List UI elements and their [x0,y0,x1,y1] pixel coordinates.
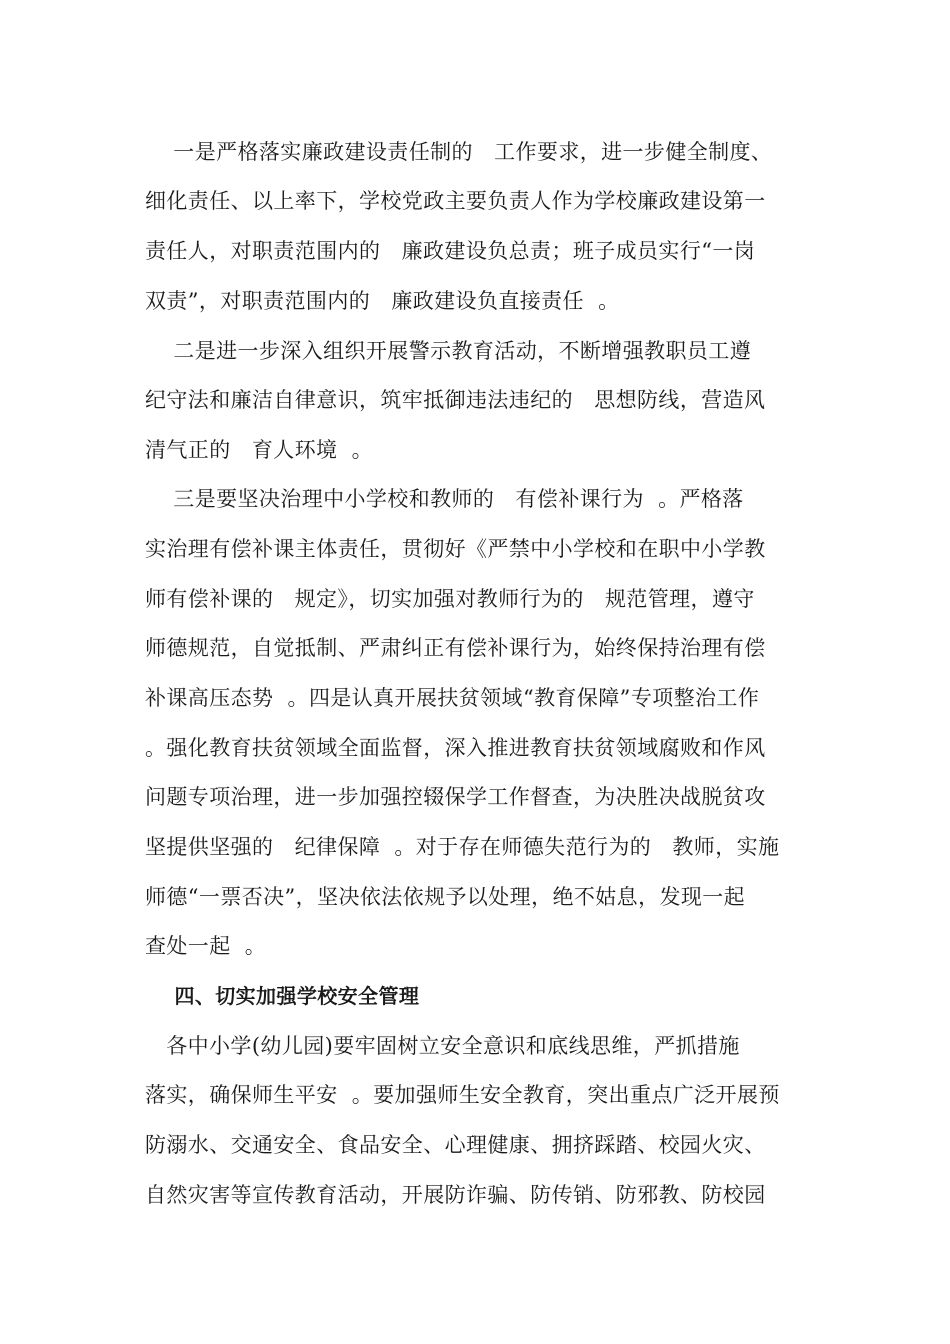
text-line: 二是进一步深入组织开展警示教育活动，不断增强教职员工遵 [145,339,752,363]
text-line: 师有偿补课的 规定》，切实加强对教师行为的 规范管理，遵守 [145,587,755,611]
text-line: 双责”，对职责范围内的 廉政建设负直接责任 。 [145,289,620,313]
text-line: 查处一起 。 [145,934,267,958]
text-line: 补课高压态势 。四是认真开展扶贫领域“教育保障”专项整治工作 [145,686,760,710]
text-line: 问题专项治理，进一步加强控辍保学工作督查，为决胜决战脱贫攻 [145,785,766,809]
text-line: 细化责任、以上率下，学校党政主要负责人作为学校廉政建设第一 [145,189,766,213]
text-line: 落实，确保师生平安 。要加强师生安全教育，突出重点广泛开展预 [145,1083,780,1107]
text-line: 实治理有偿补课主体责任，贯彻好《严禁中小学校和在职中小学教 [145,537,766,561]
text-line: 清气正的 育人环境 。 [145,438,373,462]
text-line: 纪守法和廉洁自律意识，筑牢抵御违法违纪的 思想防线，营造风 [145,388,766,412]
text-line: 。强化教育扶贫领域全面监督，深入推进教育扶贫领域腐败和作风 [145,736,766,760]
text-line: 师德规范，自觉抵制、严肃纠正有偿补课行为，始终保持治理有偿 [145,636,766,660]
text-line: 一是严格落实廉政建设责任制的 工作要求，进一步健全制度、 [145,140,773,164]
text-line: 自然灾害等宣传教育活动，开展防诈骗、防传销、防邪教、防校园 [145,1183,766,1207]
section-heading: 四、切实加强学校安全管理 [145,984,420,1008]
text-line: 坚提供坚强的 纪律保障 。对于存在师德失范行为的 教师，实施 [145,835,780,859]
text-line: 三是要坚决治理中小学校和教师的 有偿补课行为 。严格落 [145,487,744,511]
text-line: 各中小学(幼儿园)要牢固树立安全意识和底线思维，严抓措施 [145,1034,740,1058]
text-line: 责任人，对职责范围内的 廉政建设负总责；班子成员实行“一岗 [145,239,756,263]
text-line: 防溺水、交通安全、食品安全、心理健康、拥挤踩踏、校园火灾、 [145,1133,766,1157]
text-line: 师德“一票否决”，坚决依法依规予以处理，绝不姑息，发现一起 [145,885,746,909]
